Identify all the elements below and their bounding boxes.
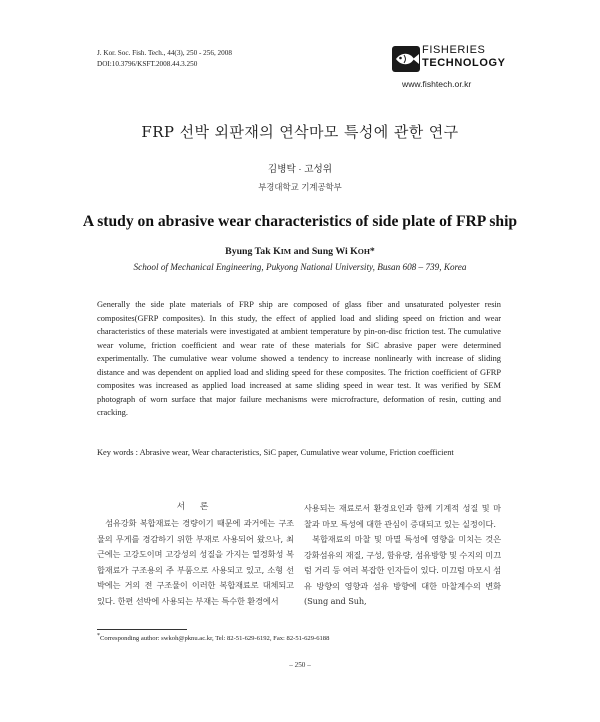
english-title: A study on abrasive wear characteristics of side plate of FRP ship bbox=[82, 213, 518, 230]
korean-title: FRP 선박 외판재의 연삭마모 특성에 관한 연구 bbox=[141, 123, 459, 141]
page-number: – 250 – bbox=[289, 661, 311, 669]
journal-doi: DOI:10.3796/KSFT.2008.44.3.250 bbox=[97, 60, 198, 68]
journal-citation: J. Kor. Soc. Fish. Tech., 44(3), 250 - 256, 2008 bbox=[97, 49, 232, 57]
footnote bbox=[97, 633, 329, 642]
author-name-part: and Sung Wi K bbox=[291, 246, 358, 257]
author-name-smallcaps: IM bbox=[280, 247, 292, 256]
keywords: Key words : Abrasive wear, Wear characteristics, SiC paper, Cumulative wear volume, Friction coefficient bbox=[97, 448, 454, 457]
author-name-smallcaps: OH bbox=[357, 247, 370, 256]
abstract: Generally the side plate materials of FRP ship are composed of glass fiber and unsaturated polyester resin composites(GFRP composites). In this study, the effect of applied load and sliding speed on friction and wear characteristics of these materials were investigated at ambient temperature by pin-on-disc friction test. The cumulative wear volume, friction coefficient and wear rate of these materials for SiC abrasive paper were determined experimentally. The cumulative wear volume showed a tendency to increase nonlinearly with increase of sliding distance and was dependent on applied load and sliding speed for these composites. The friction coefficient of GFRP composites was increased as applied load increased at same sliding speed in wear test. It was verified by SEM photograph of worn surface that major failure mechanisms were microfracture, deformation of resin, cutting and cracking. bbox=[97, 300, 501, 418]
journal-reference bbox=[97, 48, 232, 70]
body-paragraph: 섬유강화 복합재료는 경량이기 때문에 과거에는 구조물의 무게를 경감하기 위한 부재로 사용되어 왔으나, 최근에는 고강도이며 고강성의 성질을 가지는 열경화성 복합재료가 구조용의 주 부품으로 사용되고 있고, 소형 선박에는 거의 전 구조물이 이러한 복합재료로 대체되고 있다. 한편 선박에 사용되는 부재는 특수한 환경에서 bbox=[97, 518, 294, 606]
fish-icon bbox=[392, 46, 420, 72]
journal-logo bbox=[392, 44, 504, 76]
english-affiliation: School of Mechanical Engineering, Pukyong National University, Busan 608 – 739, Korea bbox=[133, 262, 467, 272]
logo-line-1: FISHERIES bbox=[422, 44, 486, 56]
footnote-mark: * bbox=[97, 633, 100, 639]
body-paragraph: 사용되는 재료로서 환경요인과 함께 기계적 성질 및 마찰과 마모 특성에 대한 관심이 증대되고 있는 실정이다. bbox=[304, 503, 501, 529]
body-column-left bbox=[97, 501, 294, 609]
corresponding-mark: * bbox=[369, 246, 375, 257]
body-paragraph: 복합재료의 마찰 및 마멸 특성에 영향을 미치는 것은 강화섬유의 재질, 구성, 함유량, 섬유방향 및 수지의 미끄럼 거리 등 여러 복잡한 인자들이 있다. 미끄럼 마모시 섬유 방향의 영향과 섬유 방향에 대한 마찰계수의 변화(Sung and Suh, bbox=[304, 534, 501, 606]
footnote-text: Corresponding author: swkoh@pknu.ac.kr, Tel: 82-51-629-6192, Fax: 82-51-629-6188 bbox=[100, 635, 330, 643]
body-column-right bbox=[304, 501, 501, 610]
footnote-divider bbox=[97, 629, 187, 630]
english-authors bbox=[0, 246, 600, 257]
journal-url[interactable]: www.fishtech.or.kr bbox=[402, 79, 472, 89]
korean-affiliation: 부경대학교 기계공학부 bbox=[258, 182, 342, 192]
author-name-part: Byung Tak K bbox=[225, 246, 281, 257]
section-heading: 서 론 bbox=[176, 502, 215, 512]
logo-line-2: TECHNOLOGY bbox=[422, 57, 506, 69]
korean-authors: 김병탁 · 고성위 bbox=[267, 164, 333, 175]
